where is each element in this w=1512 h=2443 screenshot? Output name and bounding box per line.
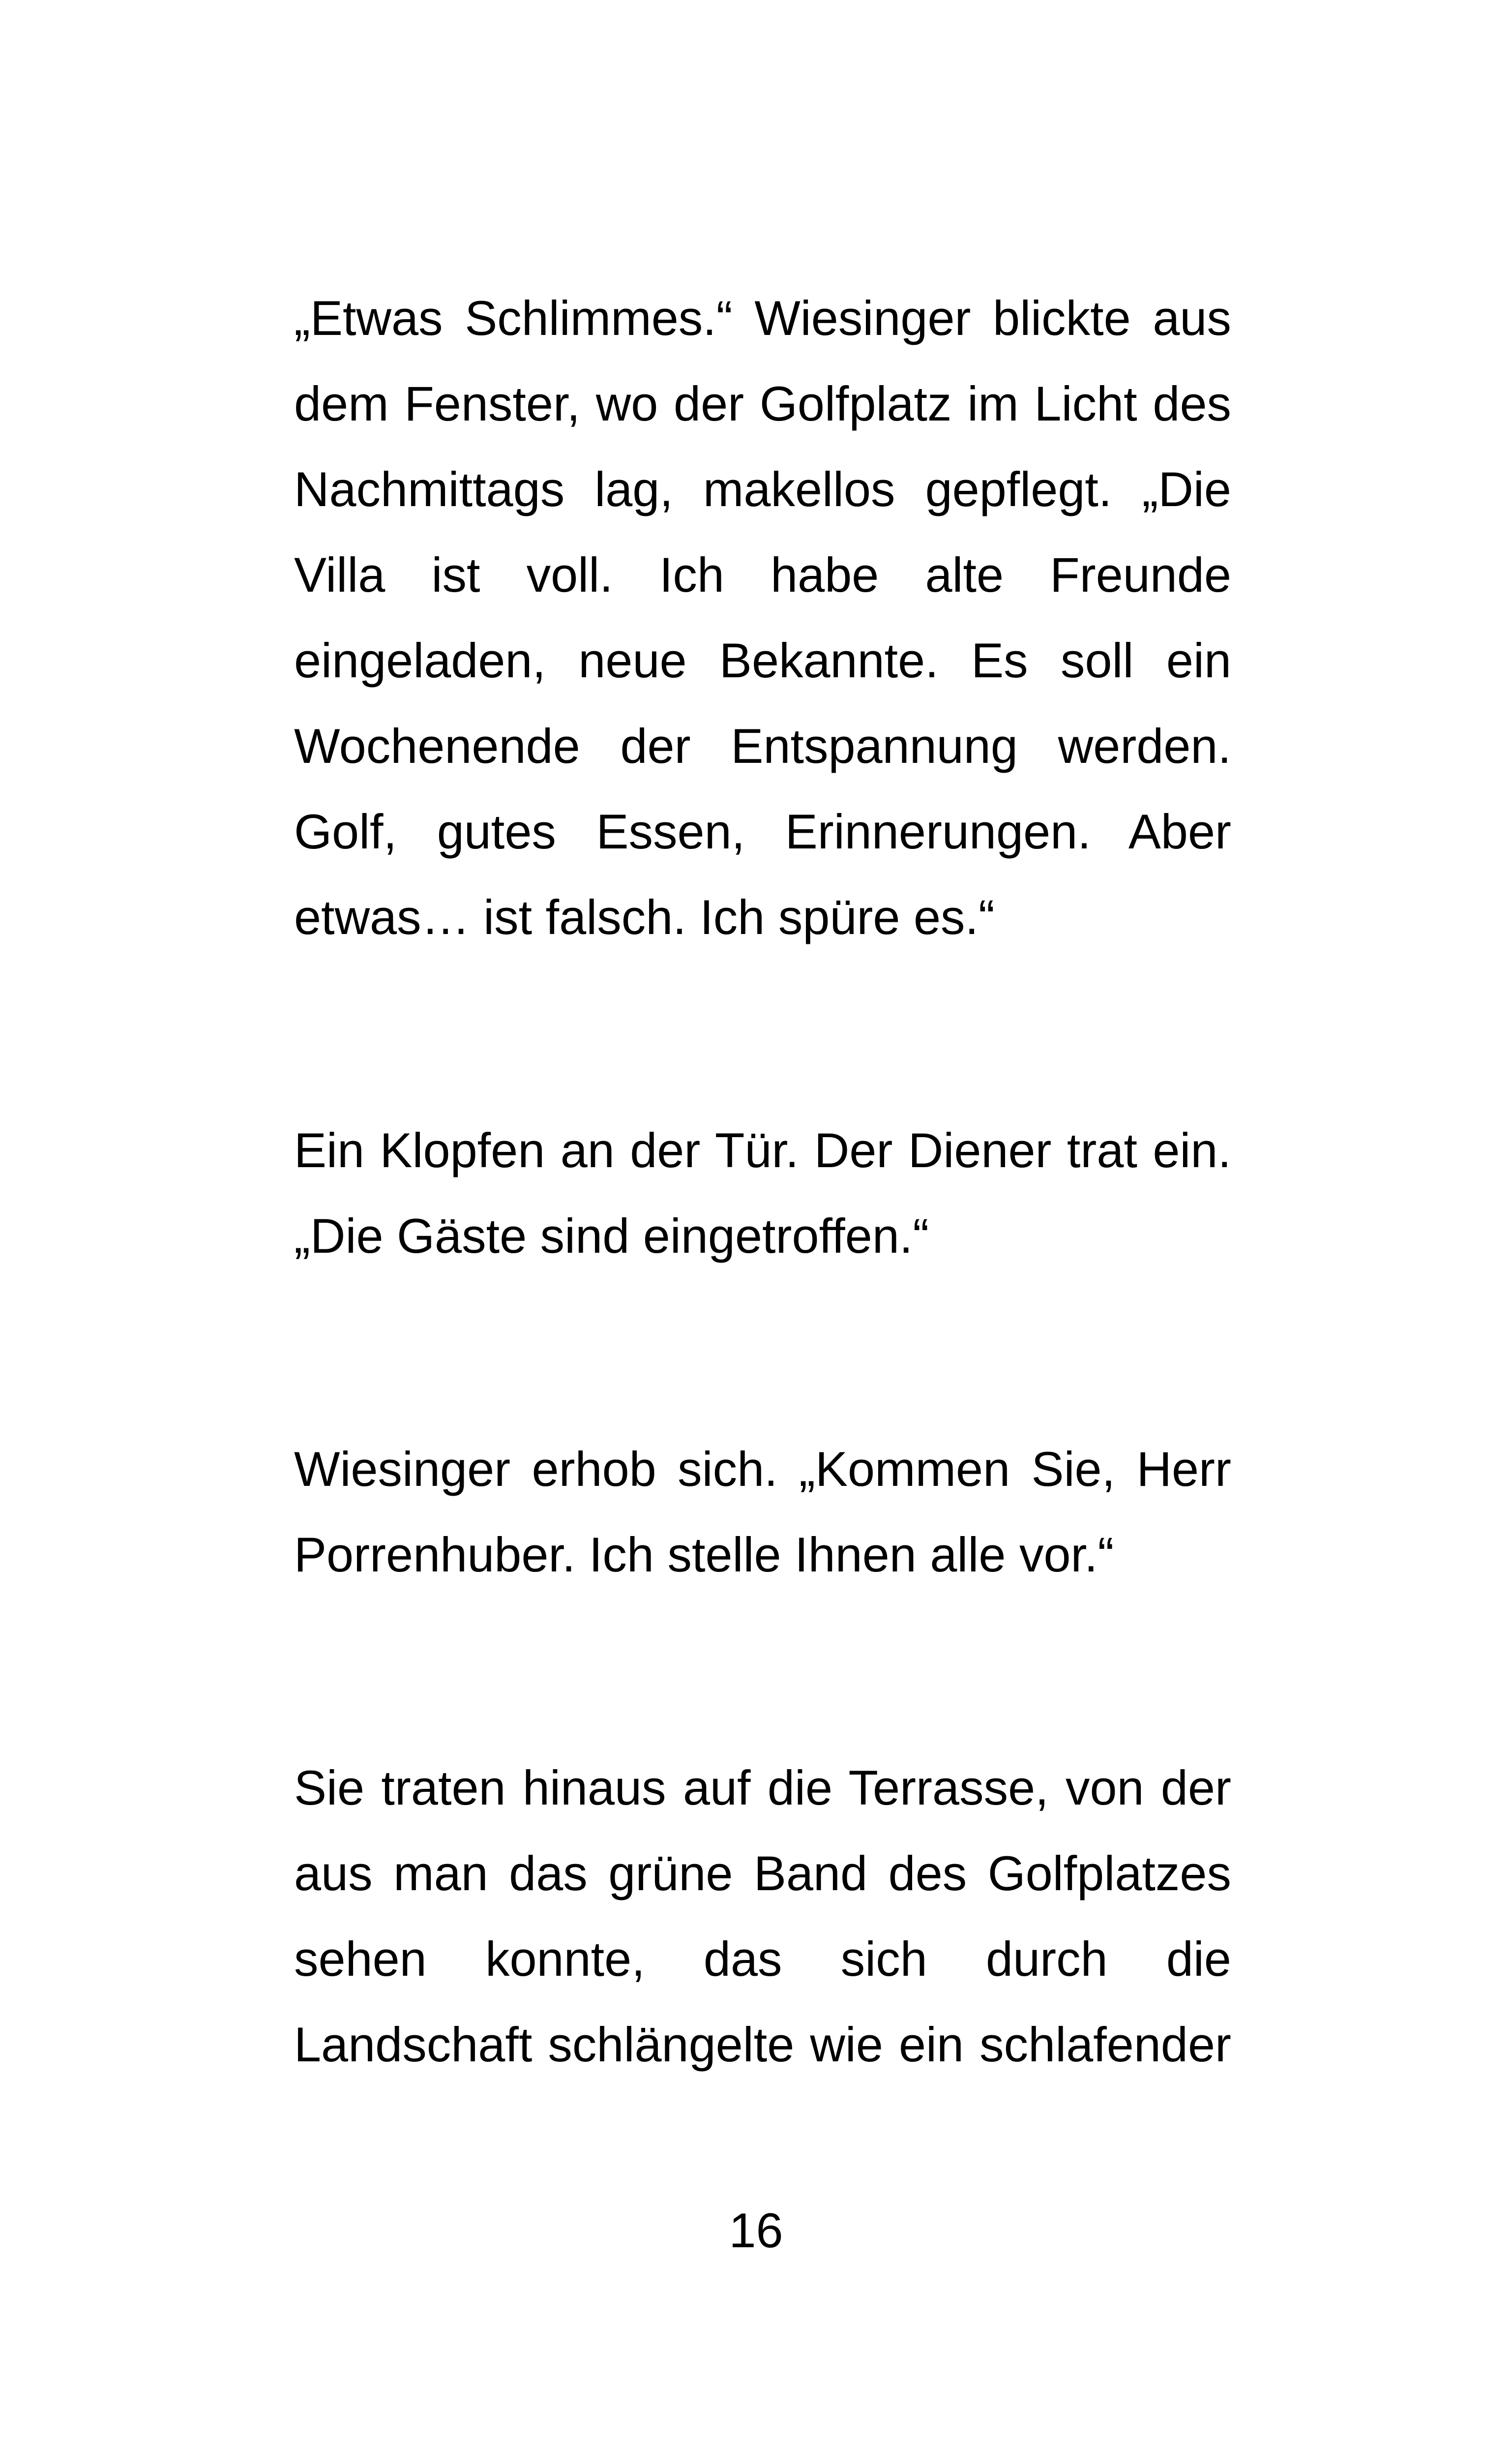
paragraph-3: Wiesinger erhob sich. „Kommen Sie, Herr Porrenhuber. Ich stelle Ihnen alle vor.“: [294, 1442, 1231, 1582]
page-number: 16: [729, 2203, 783, 2258]
body-text: [294, 275, 1231, 2235]
paragraph-1: „Etwas Schlimmes.“ Wiesinger blickte aus dem Fenster, wo der Golfplatz im Licht des Nachmittags lag, makellos gepflegt. „Die Villa ist voll. Ich habe alte Freunde eingeladen, neue Bekannte. Es soll ein Wochenende der Entspannung werden. Golf, gutes Essen, Erinnerungen. Aber etwas… ist falsch. Ich spüre es.“: [294, 291, 1231, 944]
paragraph-2: Ein Klopfen an der Tür. Der Diener trat ein. „Die Gäste sind eingetroffen.“: [294, 1123, 1231, 1263]
paragraph-4: Sie traten hinaus auf die Terrasse, von der aus man das grüne Band des Golfplatzes sehen konnte, das sich durch die Landschaft schlängelte wie ein schlafender: [294, 1760, 1231, 2072]
